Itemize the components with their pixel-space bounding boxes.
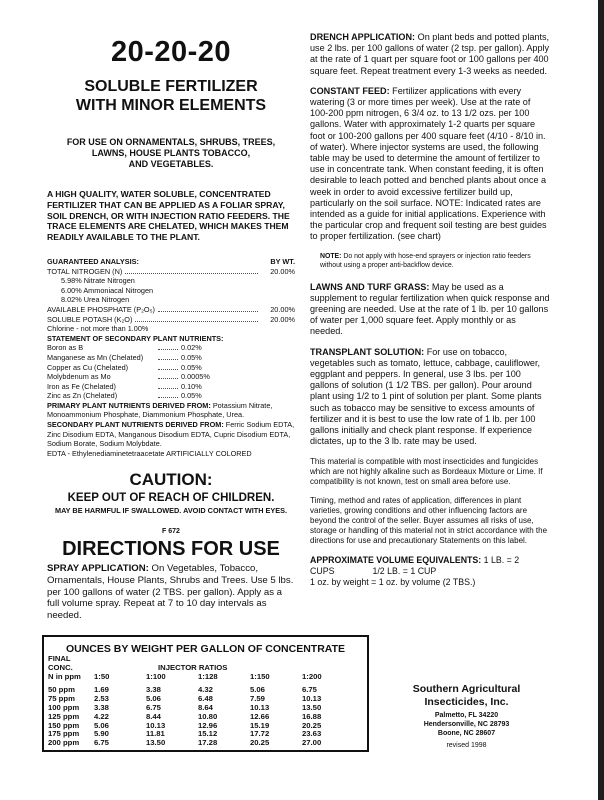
backflow-note: NOTE: Do not apply with hose-end sprayers or injection ratio feeders without using a proper anti-backflow device. [320, 252, 531, 269]
guaranteed-analysis: GUARANTEED ANALYSIS: BY WT. TOTAL NITROGEN (N) 20.00% 5.98% Nitrate Nitrogen 6.00% Ammoniacal Nitrogen 8.02% Urea Nitrogen AVAILABLE PHOSPHATE (P₂O₅) 20.00% SOLUBLE POTASH (K₂O) 20.00% Chlorine - not more than 1.00% STATEMENT OF SECONDARY PLANT NUTRIENTS: Boron as B 0.02% Manganese as Mn (Chelated) 0.05% Copper as Cu (Chelated) 0.05% Molybdenum as Mo 0.0005% Iron as Fe (Chelated) 0.10% Zinc as Zn (Chelated) 0.05% PRIMARY PLANT NUTRIENTS DERIVED FROM: Potassium Nitrate, Monoammonium Phosphate, Diammonium Phosphate, Urea. SECONDARY PLANT NUTRIENTS DERIVED FROM: Ferric Sodium EDTA, Zinc Disodium EDTA, Manganous Disodium EDTA, Cupric Disodium EDTA, Sodium Borate, Sodium Molybdate. EDTA - Ethylenediaminetetraacetate ARTIFICIALLY COLORED [47, 256, 295, 458]
company-info: Southern Agricultural Insecticides, Inc. Palmetto, FL 34220 Hendersonville, NC 28793 Boone, NC 28607 revised 1998 [384, 683, 549, 749]
left-column [47, 32, 295, 621]
timing-statement: Timing, method and rates of application, differences in plant varieties, growing conditions and other influencing factors are beyond the control of the seller. Buyer assumes all risks of use, storage or handling of this material not in strict accordance with the directions for use and precautionary Statements on this label. [310, 495, 548, 545]
right-column [310, 32, 550, 588]
table-row: 75 ppm 2.53 5.06 6.48 7.59 10.13 [48, 694, 322, 704]
analysis-row: SOLUBLE POTASH (K₂O) 20.00% [47, 314, 295, 324]
injector-ratios-header: INJECTOR RATIOS [158, 662, 228, 672]
concentrate-table: OUNCES BY WEIGHT PER GALLON OF CONCENTRATE FINAL CONC. INJECTOR RATIOS N in ppm 1:50 1:100 1:128 1:150 1:200 50 ppm 1.69 3.38 4.32 5.06 6.75 75 ppm 2.53 5.06 6.48 7.59 10.13 100 ppm 3.38 6.75 8.64 10.13 13.50 125 ppm 4.22 8.44 10.80 12.66 16.88 150 ppm 5.06 10.13 12.96 15.19 20.25 175 ppm 5.90 11.81 15.12 17.72 23.63 200 ppm 6.75 13.50 17.28 20.25 27.00 [42, 635, 369, 752]
table-row: 175 ppm 5.90 11.81 15.12 17.72 23.63 [48, 729, 322, 739]
secondary-row: Iron as Fe (Chelated) 0.10% [47, 381, 202, 391]
secondary-row: Manganese as Mn (Chelated) 0.05% [47, 352, 202, 362]
by-weight-heading: BY WT. [270, 256, 295, 266]
primary-derived: PRIMARY PLANT NUTRIENTS DERIVED FROM: Potassium Nitrate, Monoammonium Phosphate, Diammonium Phosphate, Urea. [47, 400, 273, 420]
analysis-row: AVAILABLE PHOSPHATE (P₂O₅) 20.00% [47, 304, 295, 314]
secondary-row: Copper as Cu (Chelated) 0.05% [47, 362, 202, 372]
product-title: 20-20-20 [110, 36, 232, 68]
table-row: 150 ppm 5.06 10.13 12.96 15.19 20.25 [48, 720, 322, 730]
right-edge-bar [598, 0, 604, 800]
compatibility-statement: This material is compatible with most insecticides and fungicides which are not highly alkaline such as Bordeaux Mixture or Lime. If compatibility is not known, test on small area before use. [310, 456, 543, 486]
lawns-turf: LAWNS AND TURF GRASS: May be used as a supplement to regular fertilization when quick response and greening are needed. Use at the rate of 1 lb. per 10 gallons of water per 1,000 square feet. Apply monthly or as needed. [310, 281, 550, 337]
edta-note: EDTA - Ethylenediaminetetraacetate ARTIFICIALLY COLORED [47, 448, 252, 458]
table-row: 200 ppm 6.75 13.50 17.28 20.25 27.00 [48, 738, 322, 748]
table-row: 100 ppm 3.38 6.75 8.64 10.13 13.50 [48, 702, 322, 712]
secondary-row: Zinc as Zn (Chelated) 0.05% [47, 391, 202, 401]
revision-note: revised 1998 [446, 741, 487, 749]
secondary-derived: SECONDARY PLANT NUTRIENTS DERIVED FROM: Ferric Sodium EDTA, Zinc Disodium EDTA, Manganous Disodium EDTA, Cupric Disodium EDTA, Sodium Borate, Sodium Molybdate. [47, 420, 295, 449]
product-subtitle: SOLUBLE FERTILIZER WITH MINOR ELEMENTS [75, 78, 267, 114]
uses-statement: FOR USE ON ORNAMENTALS, SHRUBS, TREES, LAWNS, HOUSE PLANTS TOBACCO, AND VEGETABLES. [66, 137, 276, 169]
product-code: F 672 [162, 528, 180, 536]
transplant-solution: TRANSPLANT SOLUTION: For use on tobacco, vegetables such as tomato, lettuce, cabbage, cauliflower, eggplant and peppers. In general, use 3 lbs. per 100 gallons of solution (1 1/2 TBS. per gallon). Pour around plant using 1/2 to 1 pint of solution per plant. Some plants such as tobacco may be sensitive to excess amounts of fertilizer and it is best to use the low rate of 1 lb. per 100 gallons initially and check plant response. If experience dictates, up to the 3 lb. rate may be used. [310, 346, 542, 447]
directions-heading: DIRECTIONS FOR USE [62, 538, 280, 561]
company-name: Southern Agricultural [412, 683, 521, 695]
drench-application: DRENCH APPLICATION: On plant beds and potted plants, use 2 lbs. per 100 gallons of water (2 tsp. per gallon). Apply at the rate of 1 quart per square foot or 100 gallons per 400 square feet. Repeat treatment every 1-3 weeks as needed. [310, 32, 550, 76]
table-title: OUNCES BY WEIGHT PER GALLON OF CONCENTRATE [65, 643, 346, 655]
secondary-heading: STATEMENT OF SECONDARY PLANT NUTRIENTS: [47, 333, 224, 343]
analysis-row: TOTAL NITROGEN (N) 20.00% [47, 266, 295, 276]
analysis-heading: GUARANTEED ANALYSIS: [47, 256, 139, 266]
keep-out-warning: KEEP OUT OF REACH OF CHILDREN. [67, 492, 275, 505]
table-row: 50 ppm 1.69 3.38 4.32 5.06 6.75 [48, 685, 317, 695]
constant-feed: CONSTANT FEED: Fertilizer applications with every watering (3 or more times per week). Use at the rate of 100-200 ppm nitrogen, 6 3/4 oz. to 13 1/2 ozs. per 100 gallons. Water with approximately 1-2 quarts per square foot or 100-200 gallons per 400 square feet (4/10 - 8/10 in. of water). Where injector systems are used, the following table may be used to determine the amount of fertilizer to use in concentrate tank. When constant feeding, it is often desirable to leach potted and benched plants about once a week in order to avoid excessive fertilizer build up, particularly on the soil surface. NOTE: Indicated rates are intended as a guide for initial applications. Experience with the particular crop and frequent soil testing are best guides to proper fertilization. (see chart) [310, 85, 547, 242]
secondary-row: Molybdenum as Mo 0.0005% [47, 372, 210, 382]
table-row: 125 ppm 4.22 8.44 10.80 12.66 16.88 [48, 711, 322, 721]
spray-application: SPRAY APPLICATION: On Vegetables, Tobacco, Ornamentals, House Plants, Shrubs and Trees. Use 5 lbs. per 100 gallons of water (2 TBS. per gallon). Apply as a full volume spray. Repeat at 7 to 10 day intervals as needed. [47, 563, 294, 621]
volume-equivalents: APPROXIMATE VOLUME EQUIVALENTS: 1 LB. = 2 CUPS 1/2 LB. = 1 CUP 1 oz. by weight = 1 oz. by volume (2 TBS.) [310, 554, 520, 587]
secondary-row: Boron as B 0.02% [47, 343, 202, 353]
caution-heading: CAUTION: [129, 470, 213, 490]
table-header-row: N in ppm 1:50 1:100 1:128 1:150 1:200 [48, 671, 322, 681]
harm-warning: MAY BE HARMFUL IF SWALLOWED. AVOID CONTACT WITH EYES. [54, 506, 287, 516]
product-description: A HIGH QUALITY, WATER SOLUBLE, CONCENTRATED FERTILIZER THAT CAN BE APPLIED AS A FOLIAR SPRAY, SOIL DRENCH, OR WITH INJECTION RATIO FEEDERS. THE TRACE ELEMENTS ARE CHELATED, WHICH MAKES THEM READILY AVAILABLE TO THE PLANT. [47, 189, 290, 243]
